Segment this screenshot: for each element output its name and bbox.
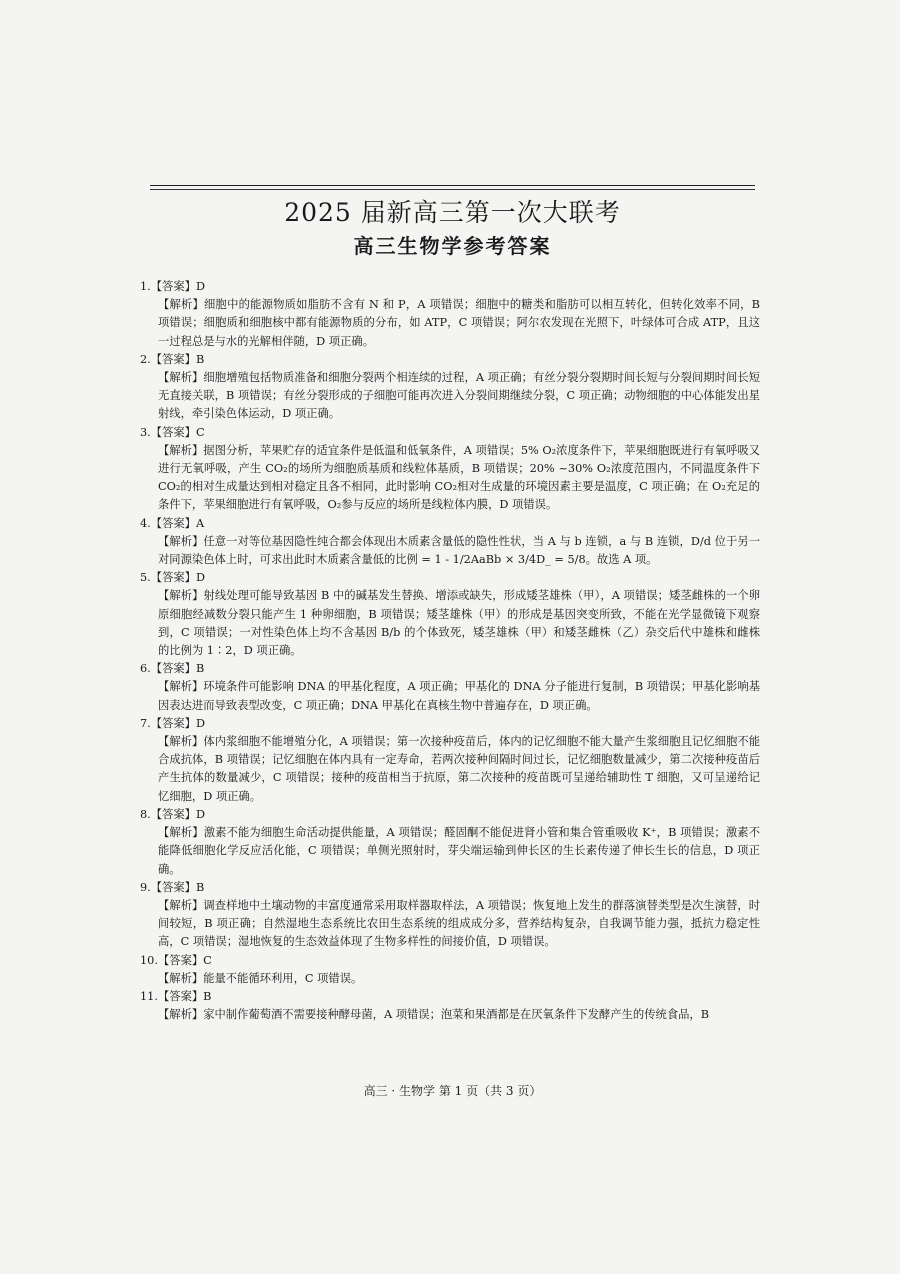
answer-list	[140, 278, 760, 1024]
answer-text: 【答案】D	[150, 716, 206, 730]
answer-item	[140, 988, 760, 1024]
page-title: 2025 届新高三第一次大联考	[284, 198, 621, 227]
answer-line	[140, 660, 760, 678]
question-number: 9.	[140, 880, 151, 894]
answer-line	[140, 879, 760, 897]
question-number: 2.	[140, 352, 151, 366]
answer-line	[140, 424, 760, 442]
question-number: 8.	[140, 807, 151, 821]
explanation-text: 【解析】激素不能为细胞生命活动提供能量，A 项错误；醛固酮不能促进肾小管和集合管重吸收 K⁺，B 项错误；激素不能降低细胞化学反应活化能，C 项错误；单侧光照射时，芽尖端运输到伸长区的生长素传递了伸长生长的信息，D 项正确。	[158, 826, 760, 876]
answer-item	[140, 278, 760, 351]
answer-line	[140, 806, 760, 824]
answer-line	[140, 351, 760, 369]
answer-line	[140, 715, 760, 733]
page-subtitle: 高三生物学参考答案	[353, 234, 552, 258]
answer-line	[140, 952, 760, 970]
answer-item	[140, 879, 760, 952]
page-footer: 高三 · 生物学 第 1 页（共 3 页）	[363, 1084, 542, 1098]
question-number: 6.	[140, 662, 151, 676]
answer-text: 【答案】B	[157, 989, 212, 1003]
answer-item	[140, 952, 760, 988]
answer-text: 【答案】C	[150, 425, 205, 439]
header-rule	[150, 185, 755, 186]
explanation-text: 【解析】环境条件可能影响 DNA 的甲基化程度，A 项正确；甲基化的 DNA 分子能进行复制，B 项错误；甲基化影响基因表达进而导致表型改变，C 项正确；DNA 甲基化在真核生物中普遍存在，D 项正确。	[158, 680, 760, 712]
question-number: 10.	[140, 953, 158, 967]
answer-text: 【答案】C	[157, 953, 212, 967]
answer-line	[140, 278, 760, 296]
answer-item	[140, 569, 760, 660]
answer-line	[140, 515, 760, 533]
answer-text: 【答案】A	[150, 516, 205, 530]
answer-item	[140, 660, 760, 715]
explanation-text: 【解析】能量不能循环利用，C 项错误。	[158, 971, 363, 985]
explanation-text: 【解析】体内浆细胞不能增殖分化，A 项错误；第一次接种疫苗后，体内的记忆细胞不能大量产生浆细胞且记忆细胞不能合成抗体，B 项错误；记忆细胞在体内具有一定寿命，若两次接种间隔时间过长，记忆细胞数量减少，第二次接种疫苗后产生抗体的数量减少，C 项错误；接种的疫苗相当于抗原，第二次接种的疫苗既可呈递给辅助性 T 细胞，又可呈递给记忆细胞，D 项正确。	[158, 735, 760, 803]
question-number: 1.	[140, 280, 151, 293]
answer-item	[140, 806, 760, 879]
answer-item	[140, 715, 760, 806]
answer-item	[140, 424, 760, 515]
explanation-text: 【解析】细胞中的能源物质如脂肪不含有 N 和 P，A 项错误；细胞中的糖类和脂肪可以相互转化，但转化效率不同，B 项错误；细胞质和细胞核中都有能源物质的分布，如 ATP，C 项错误；阿尔农发现在光照下，叶绿体可合成 ATP，且这一过程总是与水的光解相伴随，D 项正确。	[158, 298, 760, 348]
answer-text: 【答案】B	[150, 662, 205, 676]
answer-line	[140, 988, 760, 1006]
answer-text: 【答案】B	[150, 352, 205, 366]
answer-item	[140, 515, 760, 570]
question-number: 4.	[140, 516, 151, 530]
explanation-text: 【解析】任意一对等位基因隐性纯合都会体现出木质素含量低的隐性性状，当 A 与 b 连锁，a 与 B 连锁，D/d 位于另一对同源染色体上时，可求出此时木质素含量低的比例 = 1 - 1/2AaBb × 3/4D_ = 5/8。故选 A 项。	[158, 534, 760, 567]
question-number: 7.	[140, 716, 151, 730]
explanation-text: 【解析】细胞增殖包括物质准备和细胞分裂两个相连续的过程，A 项正确；有丝分裂分裂期时间长短与分裂间期时间长短无直接关联，B 项错误；有丝分裂形成的子细胞可能再次进入分裂间期继续分裂，C 项正确；动物细胞的中心体能发出星射线，牵引染色体运动，D 项正确。	[158, 371, 760, 421]
answer-item	[140, 351, 760, 424]
question-number: 5.	[140, 571, 151, 585]
answer-text: 【答案】B	[150, 880, 205, 894]
question-number: 3.	[140, 425, 151, 439]
explanation-text: 【解析】家中制作葡萄酒不需要接种酵母菌，A 项错误；泡菜和果酒都是在厌氧条件下发酵产生的传统食品，B	[158, 1008, 710, 1022]
explanation-text: 【解析】据图分析，苹果贮存的适宜条件是低温和低氧条件，A 项错误；5% O₂浓度条件下，苹果细胞既进行有氧呼吸又进行无氧呼吸，产生 CO₂的场所为细胞质基质和线粒体基质，B 项错误；20% ~30% O₂浓度范围内，不同温度条件下 CO₂的相对生成量达到相对稳定且各不相同，此时影响 CO₂相对生成量的环境因素主要是温度，C 项正确；在 O₂充足的条件下，苹果细胞进行有氧呼吸，O₂参与反应的场所是线粒体内膜，D 项错误。	[158, 443, 760, 512]
answer-text: 【答案】D	[150, 571, 206, 585]
question-number: 11.	[140, 989, 158, 1003]
answer-text: 【答案】D	[150, 280, 206, 293]
answer-text: 【答案】D	[150, 807, 206, 821]
explanation-text: 【解析】调查样地中土壤动物的丰富度通常采用取样器取样法，A 项错误；恢复地上发生的群落演替类型是次生演替，时间较短，B 项正确；自然湿地生态系统比农田生态系统的组成成分多，营养结构复杂，自我调节能力强，抵抗力稳定性高，C 项错误；湿地恢复的生态效益体现了生物多样性的间接价值，D 项错误。	[158, 898, 760, 949]
header-rule-thin	[150, 189, 755, 190]
answer-line	[140, 569, 760, 587]
explanation-text: 【解析】射线处理可能导致基因 B 中的碱基发生替换、增添或缺失，形成矮茎雄株（甲），A 项错误；矮茎雌株的一个卵原细胞经减数分裂只能产生 1 种卵细胞，B 项错误；矮茎雄株（甲）的形成是基因突变所致，不能在光学显微镜下观察到，C 项错误；一对性染色体上均不含基因 B/b 的个体致死，矮茎雄株（甲）和矮茎雌株（乙）杂交后代中雄株和雌株的比例为 1∶2，D 项正确。	[158, 589, 760, 658]
